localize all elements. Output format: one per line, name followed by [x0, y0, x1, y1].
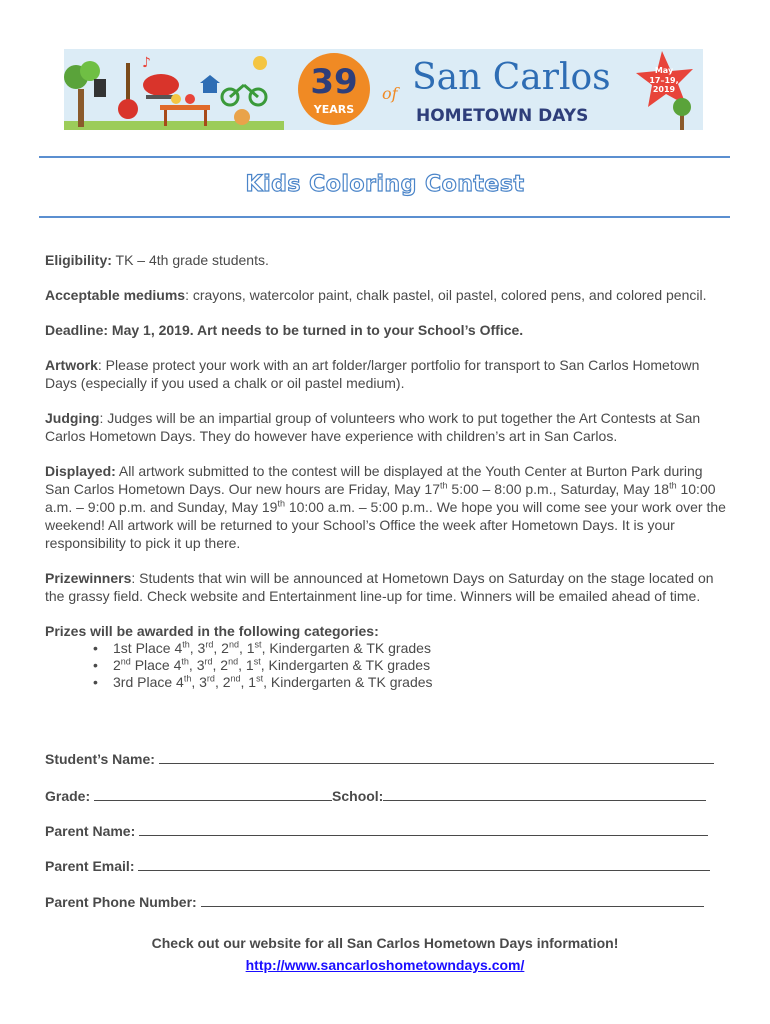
svg-text:39: 39: [310, 62, 358, 102]
svg-text:May: May: [654, 66, 674, 75]
music-note-icon: ♪: [142, 55, 151, 71]
student-name-row: [45, 750, 730, 767]
mediums-paragraph: Acceptable mediums: crayons, watercolor paint, chalk pastel, oil pastel, colored pens, and colored pencil.: [45, 287, 707, 303]
displayed-paragraph: Displayed: All artwork submitted to the contest will be displayed at the Youth Center at Burton Park during San Carlos Hometown Days. Our new hours are Friday, May 17th 5:00 – 8:00 p.m., Saturday, May 18th 10:00 a.m. – 9:00 p.m. and Sunday, May 19th 10:00 a.m. – 5:00 p.m.. We hope you will come see your work over the weekend! All artwork will be returned to your School’s Office the week after Hometown Days. It is your responsibility to pick it up there.: [45, 463, 726, 551]
list-item: • 1st Place 4th, 3rd, 2nd, 1st, Kindergarten & TK grades: [113, 640, 730, 657]
39-years-badge: [298, 53, 370, 125]
svg-text:San Carlos: San Carlos: [412, 57, 611, 98]
judging-paragraph: Judging: Judges will be an impartial group of volunteers who work to put together the Art Contests at San Carlos Hometown Days. They do however have experience with children’s art in San Carlos.: [45, 410, 701, 444]
svg-text:of: of: [382, 84, 398, 103]
title-rule-top: [39, 156, 730, 158]
sun-icon: [253, 56, 267, 70]
parent-email-field[interactable]: [138, 857, 710, 871]
parent-name-row: [45, 822, 730, 839]
parent-email-row: [45, 857, 730, 874]
parent-name-label: Parent Name:: [45, 823, 136, 839]
deadline-paragraph: Deadline: May 1, 2019. Art needs to be turned in to your School’s Office.: [45, 322, 524, 338]
speaker-icon: [94, 79, 106, 97]
grade-label: Grade:: [45, 788, 91, 804]
svg-text:YEARS: YEARS: [313, 103, 355, 116]
banner-art: [64, 49, 703, 130]
title-rule-bottom: [39, 216, 730, 218]
parent-phone-row: [45, 893, 730, 910]
footer-text: Check out our website for all San Carlos Hometown Days information!: [151, 935, 619, 951]
svg-text:2019: 2019: [652, 85, 676, 94]
header-banner: [64, 49, 703, 130]
prizes-heading: Prizes will be awarded in the following categories:: [45, 623, 379, 639]
svg-text:HOMETOWN DAYS: HOMETOWN DAYS: [416, 106, 589, 126]
student-name-field[interactable]: [159, 750, 714, 764]
list-item: • 2nd Place 4th, 3rd, 2nd, 1st, Kindergarten & TK grades: [113, 657, 730, 674]
parent-phone-label: Parent Phone Number:: [45, 894, 197, 910]
footer-link-row: [0, 957, 770, 973]
student-name-label: Student’s Name:: [45, 751, 155, 767]
school-label: School:: [332, 788, 384, 804]
contest-details: [45, 251, 730, 691]
parent-phone-field[interactable]: [201, 893, 704, 907]
school-field[interactable]: [383, 787, 706, 801]
parent-email-label: Parent Email:: [45, 858, 135, 874]
eligibility-paragraph: Eligibility: TK – 4th grade students.: [45, 252, 269, 268]
page-title: Kids Coloring Contest: [245, 172, 525, 197]
parent-name-field[interactable]: [139, 822, 708, 836]
grade-school-row: [45, 787, 730, 804]
website-link[interactable]: http://www.sancarloshometowndays.com/: [245, 957, 525, 973]
dog-icon: [234, 109, 250, 125]
prizewinners-paragraph: Prizewinners: Students that win will be announced at Hometown Days on Saturday on the stage located on the grassy field. Check website and Entertainment line-up for time. Winners will be emailed ahead of time.: [45, 570, 714, 604]
artwork-paragraph: Artwork: Please protect your work with an art folder/larger portfolio for transport to San Carlos Hometown Days (especially if you used a chalk or oil pastel medium).: [45, 357, 700, 391]
grade-field[interactable]: [94, 787, 332, 801]
prizes-section: [45, 622, 730, 691]
svg-text:17–19,: 17–19,: [649, 76, 679, 85]
list-item: • 3rd Place 4th, 3rd, 2nd, 1st, Kindergarten & TK grades: [113, 674, 730, 691]
prizes-list: [45, 640, 730, 691]
